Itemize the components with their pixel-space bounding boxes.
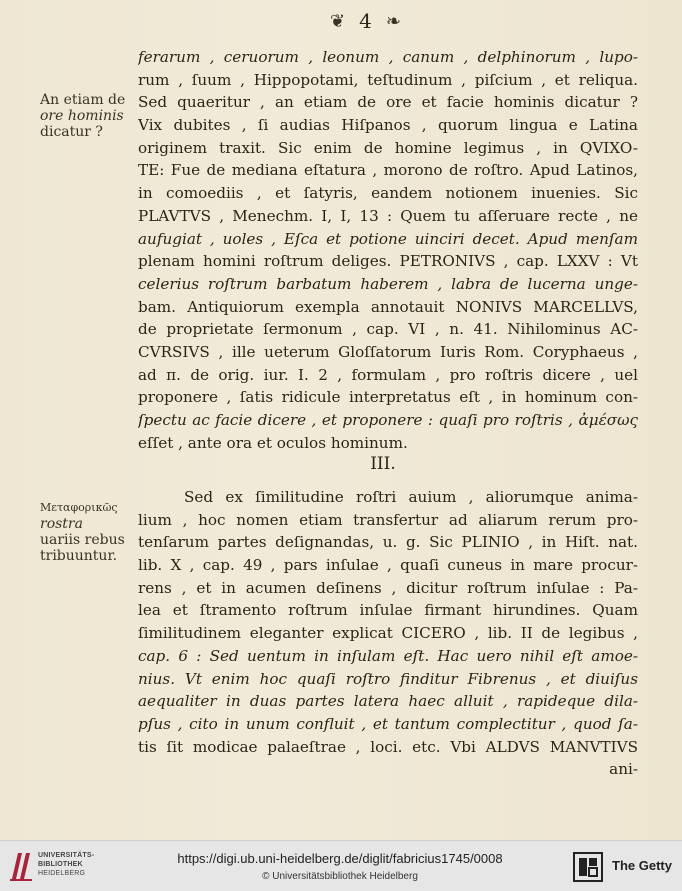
margin-note-line: ore hominis	[40, 108, 124, 124]
section-1-text	[138, 46, 638, 454]
getty-logo-icon	[573, 852, 603, 882]
library-name	[38, 851, 118, 878]
margin-note-line: rostra	[40, 516, 83, 532]
text-line: eſſet , ante ora et oculos hominum.	[138, 433, 408, 452]
text-line: lea et ſtramento roſtrum inſulae firmant hirundines. Quam	[138, 601, 638, 620]
viewer-footer	[0, 840, 682, 891]
margin-note-2	[40, 500, 130, 564]
library-name-line: HEIDELBERG	[38, 870, 86, 877]
library-name-line: BIBLIOTHEK	[38, 861, 83, 868]
section-heading: III.	[370, 454, 396, 474]
ornament-left-icon: ❦	[330, 10, 346, 32]
text-line: originem traxit. Sic enim de homine legimus , in QVIXO-	[138, 138, 638, 157]
text-line: Vix dubites , ſi audias Hiſpanos , quorum lingua e Latina	[138, 116, 638, 135]
text-line: lium , hoc nomen etiam transfertur ad aliarum rerum pro-	[138, 510, 638, 529]
page-header	[330, 6, 450, 36]
text-line: aequaliter in duas partes latera haec alluit , rapideque dila-	[138, 692, 638, 711]
text-line: ad π. de orig. iur. I. 2 , formulam , pro roſtris dicere , uel	[138, 365, 638, 384]
text-line: rens , et in acumen deſinens , dicitur roſtrum inſulae : Pa-	[138, 578, 638, 597]
margin-note-1	[40, 92, 130, 140]
library-name-line: UNIVERSITÄTS-	[38, 852, 95, 859]
text-line: ferarum , ceruorum , leonum , canum , delphinorum , lupo-	[138, 48, 638, 66]
text-line: TE: Fue de mediana eſtatura , morono de roſtro. Apud Latinos,	[138, 161, 638, 180]
text-line: Sed ex ſimilitudine roſtri auium , aliorumque anima-	[184, 488, 638, 506]
page-number: 4	[359, 9, 372, 33]
margin-note-line: An etiam de	[40, 92, 126, 108]
margin-note-line: uariis rebus	[40, 532, 125, 548]
text-line: rum , ſuum , Hippopotami, teſtudinum , piſcium , et reliqua.	[138, 70, 638, 89]
text-line: cap. 6 : Sed uentum in inſulam eſt. Hac uero nihil eſt amoe-	[138, 646, 638, 665]
text-line: aufugiat , uoles , Eſca et potione uinciri decet. Apud menſam	[138, 229, 638, 248]
text-line: de proprietate ſermonum , cap. VI , n. 41. Nihilominus AC-	[138, 320, 638, 339]
document-url-link[interactable]: https://digi.ub.uni-heidelberg.de/diglit/fabricius1745/0008	[177, 851, 503, 866]
section-2-text	[138, 486, 638, 781]
margin-note-line: dicatur ?	[40, 124, 103, 140]
text-line: tenſarum partes deſignandas, u. g. Sic PLINIO , in Hiſt. nat.	[138, 533, 638, 552]
margin-note-line: tribuuntur.	[40, 548, 118, 564]
text-line: lib. X , cap. 49 , pars inſulae , quaſi cuneus in mare procur-	[138, 556, 638, 575]
text-line: tis ſit modicae palaeſtrae , loci. etc. Vbi ALDVS MANVTIVS	[138, 737, 638, 756]
catchword: ani-	[609, 760, 638, 779]
text-line: proponere , ſatis ridicule interpretatus eſt , in hominum con-	[138, 388, 638, 407]
text-line: PLAVTVS , Menechm. I, I, 13 : Quem tu aſſeruare recte , ne	[138, 206, 638, 225]
text-line: Sed quaeritur , an etiam de ore et facie hominis dicatur ?	[138, 93, 638, 112]
text-line: CVRSIVS , ille ueterum Gloſſatorum Iuris Rom. Coryphaeus ,	[138, 342, 638, 361]
copyright-notice: © Universitätsbibliothek Heidelberg	[262, 871, 418, 882]
text-line: bam. Antiquiorum exempla annotauit NONIVS MARCELLVS,	[138, 297, 638, 316]
text-line: pſus , cito in unum confluit , et tantum complectitur , quod ſa-	[138, 714, 638, 733]
university-library-logo-icon	[8, 849, 34, 883]
text-line: plenam homini roſtrum deliges. PETRONIVS , cap. LXXV : Vt	[138, 252, 638, 271]
text-line: nius. Vt enim hoc quaſi roſtro finditur Fibrenus , et diuiſus	[138, 669, 638, 688]
partner-name: The Getty	[612, 858, 672, 873]
margin-note-line: Μεταφορικῶς	[40, 501, 118, 514]
ornament-right-icon: ❧	[385, 10, 401, 32]
text-line: in comoediis , et ſatyris, eandem notionem inuenies. Sic	[138, 184, 638, 203]
text-line: celerius roſtrum barbatum haberem , labra de lucerna unge-	[138, 274, 638, 293]
text-line: ſpectu ac facie dicere , et proponere : quaſi pro roſtris , ἀμέσως	[138, 411, 638, 429]
text-line: ſimilitudinem eleganter explicat CICERO , lib. II de legibus ,	[138, 624, 638, 643]
